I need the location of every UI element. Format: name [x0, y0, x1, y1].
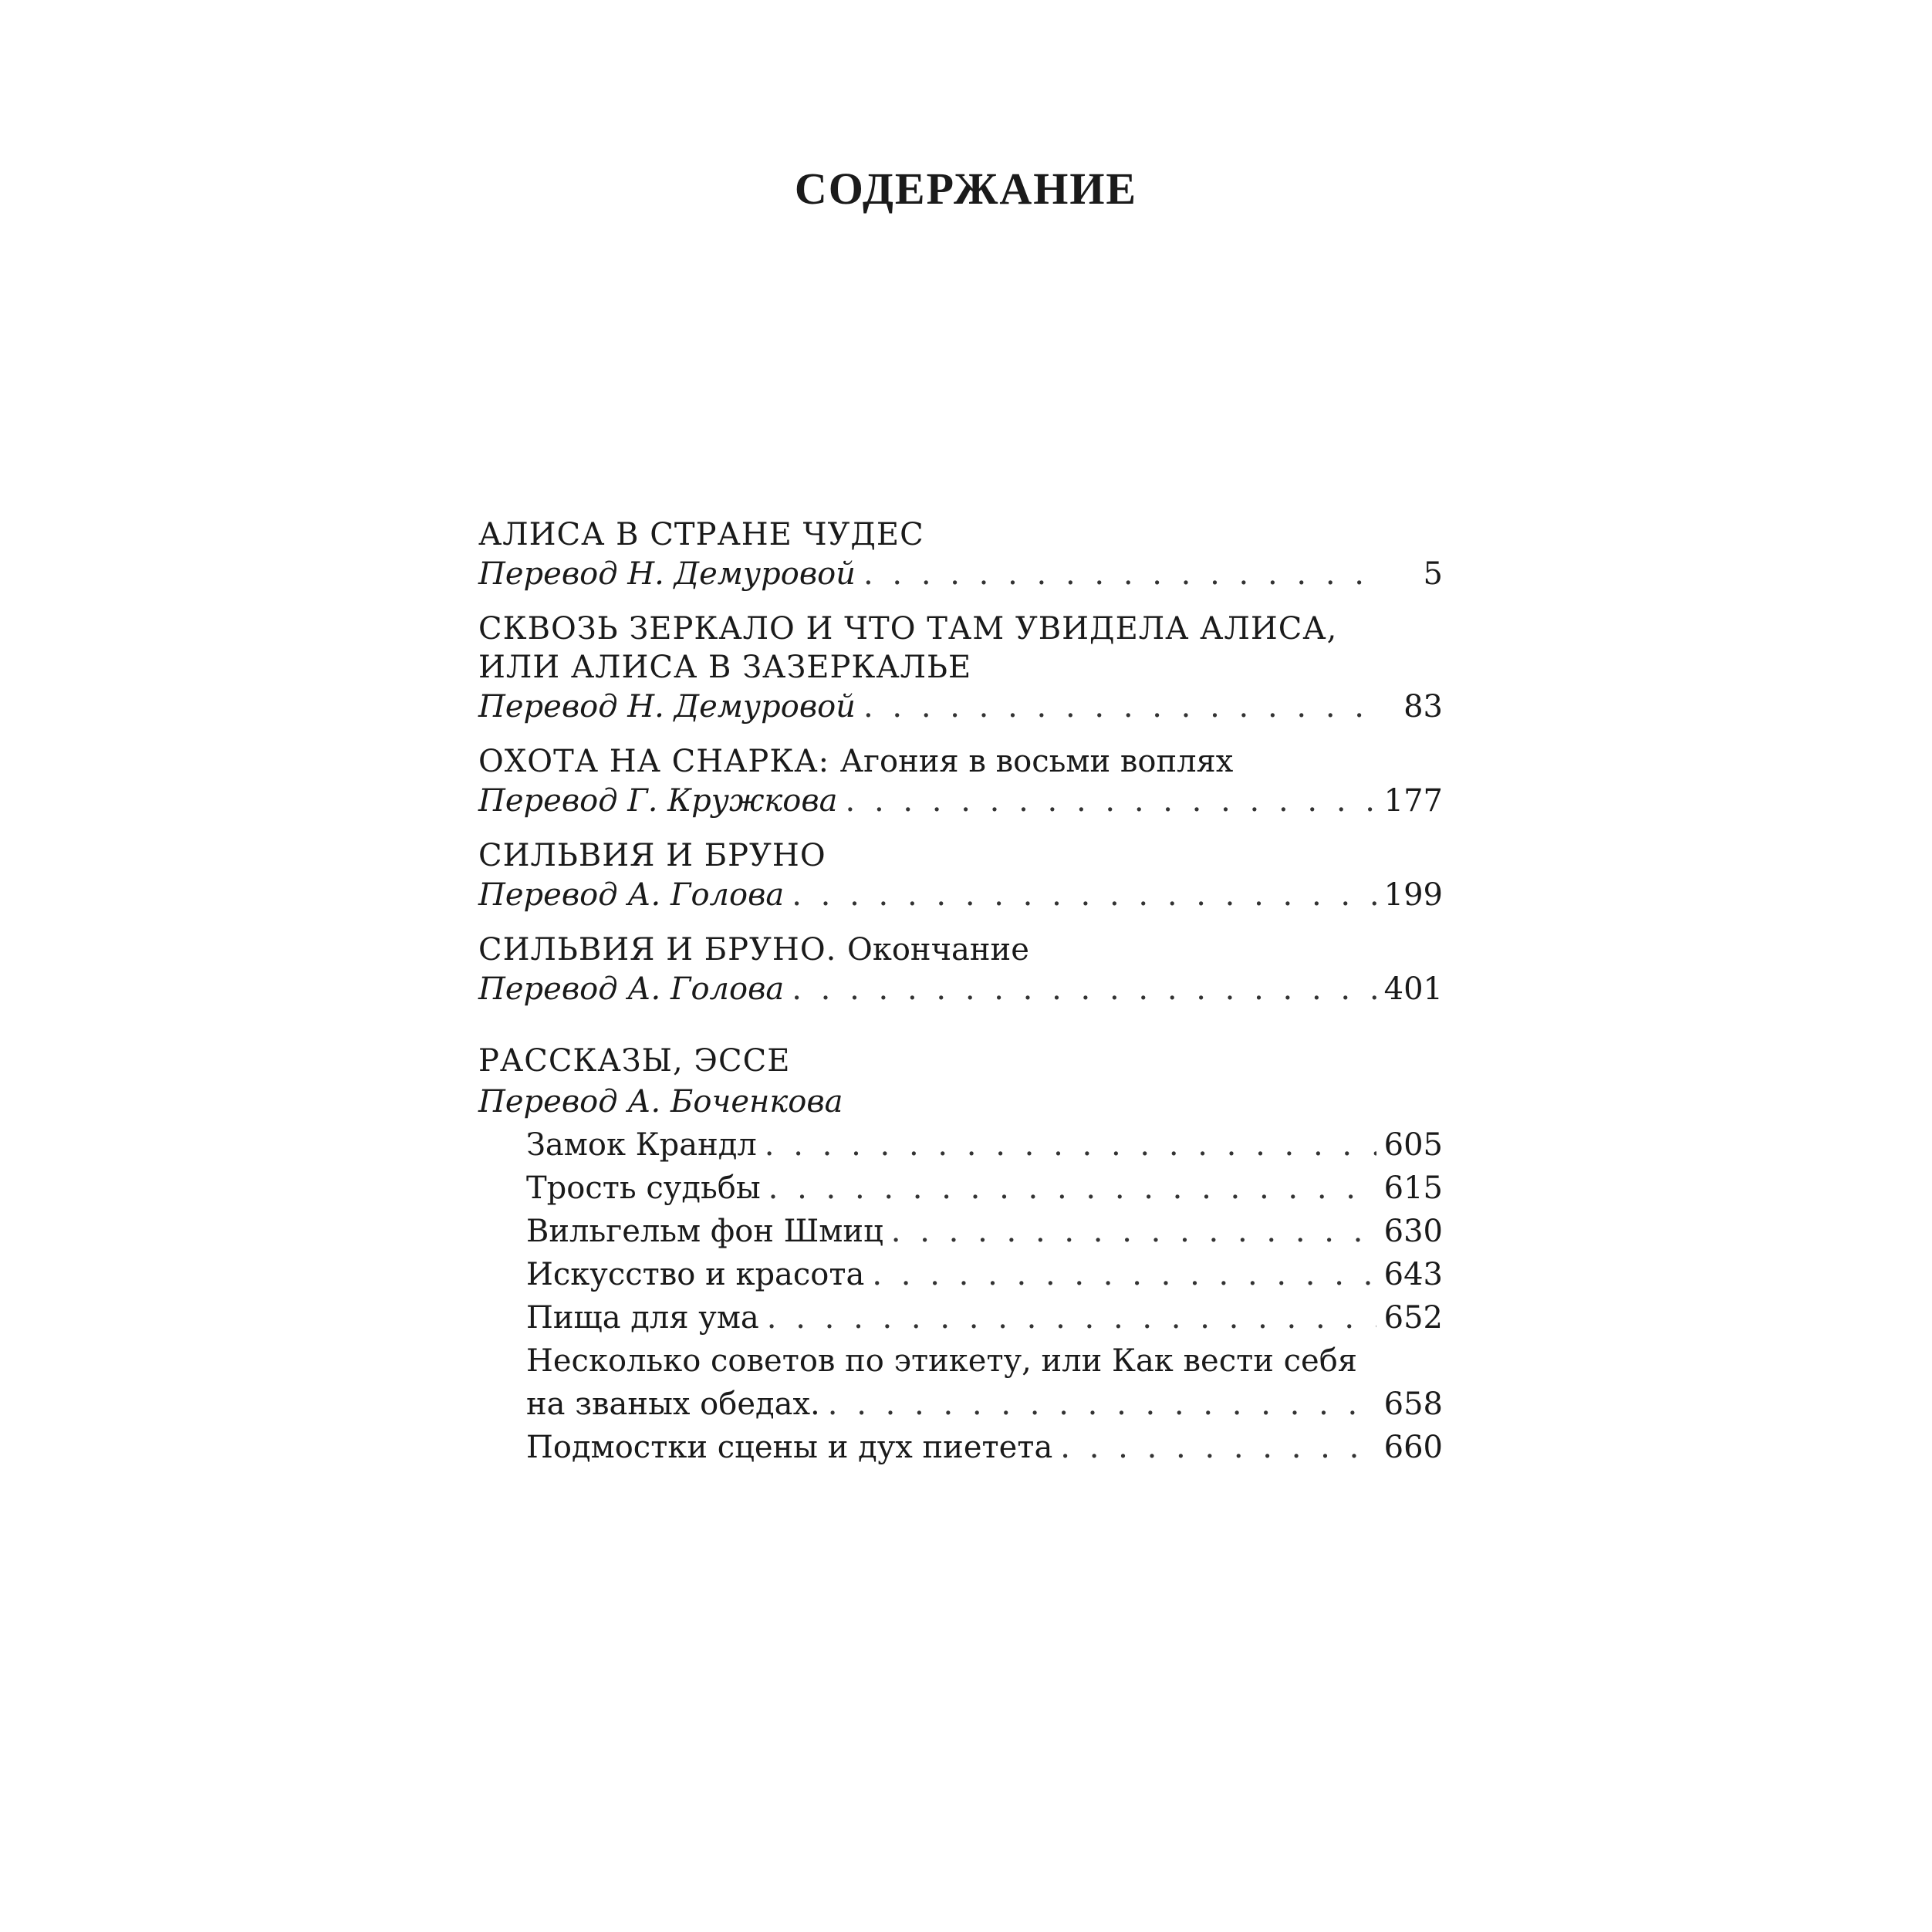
translator-credit: Перевод А. Голова [478, 971, 785, 1007]
dot-leader [792, 875, 1376, 915]
translator-credit: Перевод А. Голова [478, 877, 785, 913]
dot-leader [891, 1210, 1376, 1253]
toc-entry-alice-wonderland [478, 515, 1443, 594]
entry-title: СИЛЬВИЯ И БРУНО [478, 838, 826, 873]
toc-line[interactable] [478, 875, 1443, 915]
entry-title [478, 931, 1443, 969]
dot-leader [872, 1253, 1376, 1296]
translator-credit: Перевод Н. Демуровой [478, 556, 856, 592]
entry-title-line-2: ИЛИ АЛИСА В ЗАЗЕРКАЛЬЕ [478, 650, 972, 685]
page-number: 658 [1383, 1387, 1443, 1422]
list-item[interactable] [526, 1383, 1443, 1426]
story-title: Замок Крандл [526, 1127, 757, 1163]
toc-entry-hunting-snark [478, 742, 1443, 821]
translator-credit: Перевод А. Боченкова [478, 1084, 843, 1120]
page-number: 660 [1383, 1430, 1443, 1465]
list-item[interactable] [526, 1253, 1443, 1296]
story-title: Пища для ума [526, 1300, 759, 1336]
story-title: Искусство и красота [526, 1257, 865, 1292]
toc-entry-sylvie-bruno-concluded [478, 931, 1443, 1009]
dot-leader [792, 969, 1376, 1009]
list-item[interactable] [526, 1123, 1443, 1167]
entry-title-main: ОХОТА НА СНАРКА: [478, 744, 830, 779]
page-number: 199 [1383, 877, 1443, 913]
story-title: Подмостки сцены и дух пиетета [526, 1430, 1053, 1465]
toc-line[interactable] [478, 687, 1443, 727]
dot-leader [765, 1123, 1376, 1167]
story-title: на званых обедах. [526, 1387, 820, 1422]
table-of-contents [478, 515, 1443, 1469]
toc-line[interactable] [478, 969, 1443, 1009]
page-number: 5 [1423, 556, 1443, 592]
story-title: Трость судьбы [526, 1170, 761, 1206]
section-title: РАССКАЗЫ, ЭССЕ [478, 1043, 791, 1079]
toc-entry-sylvie-bruno [478, 836, 1443, 915]
entry-subtitle: Агония в восьми воплях [839, 744, 1234, 779]
page-number: 630 [1383, 1214, 1443, 1249]
list-item[interactable] [526, 1210, 1443, 1253]
dot-leader [767, 1296, 1376, 1339]
list-item[interactable] [526, 1426, 1443, 1469]
page-number: 605 [1383, 1127, 1443, 1163]
list-item[interactable] [526, 1296, 1443, 1339]
entry-subtitle: Окончание [847, 932, 1029, 968]
stories-list [478, 1123, 1443, 1469]
page-number: 177 [1383, 783, 1443, 819]
toc-line[interactable] [478, 554, 1443, 594]
dot-leader [863, 554, 1378, 594]
entry-title [478, 742, 1443, 781]
story-title: Вильгельм фон Шмиц [526, 1214, 883, 1249]
toc-entry-through-looking-glass [478, 610, 1443, 727]
page-number: 652 [1383, 1300, 1443, 1336]
story-title-first-line: Несколько советов по этикету, или Как вести себя [526, 1343, 1358, 1379]
page-number: 615 [1383, 1170, 1443, 1206]
dot-leader [863, 687, 1378, 727]
dot-leader [768, 1167, 1376, 1210]
dot-leader [846, 781, 1376, 821]
dot-leader [1060, 1426, 1376, 1469]
translator-credit: Перевод Г. Кружкова [478, 783, 838, 819]
toc-section-stories [478, 1042, 1443, 1469]
page-number: 643 [1383, 1257, 1443, 1292]
entry-title: СКВОЗЬ ЗЕРКАЛО И ЧТО ТАМ УВИДЕЛА АЛИСА, [478, 611, 1338, 647]
toc-line[interactable] [478, 781, 1443, 821]
page-number: 83 [1403, 689, 1443, 724]
entry-title-main: СИЛЬВИЯ И БРУНО. [478, 932, 837, 968]
list-item[interactable] [526, 1167, 1443, 1210]
entry-title: АЛИСА В СТРАНЕ ЧУДЕС [478, 517, 924, 552]
translator-credit: Перевод Н. Демуровой [478, 689, 856, 724]
page-title: СОДЕРЖАНИЕ [794, 164, 1138, 214]
page-number: 401 [1383, 971, 1443, 1007]
dot-leader [828, 1383, 1376, 1426]
